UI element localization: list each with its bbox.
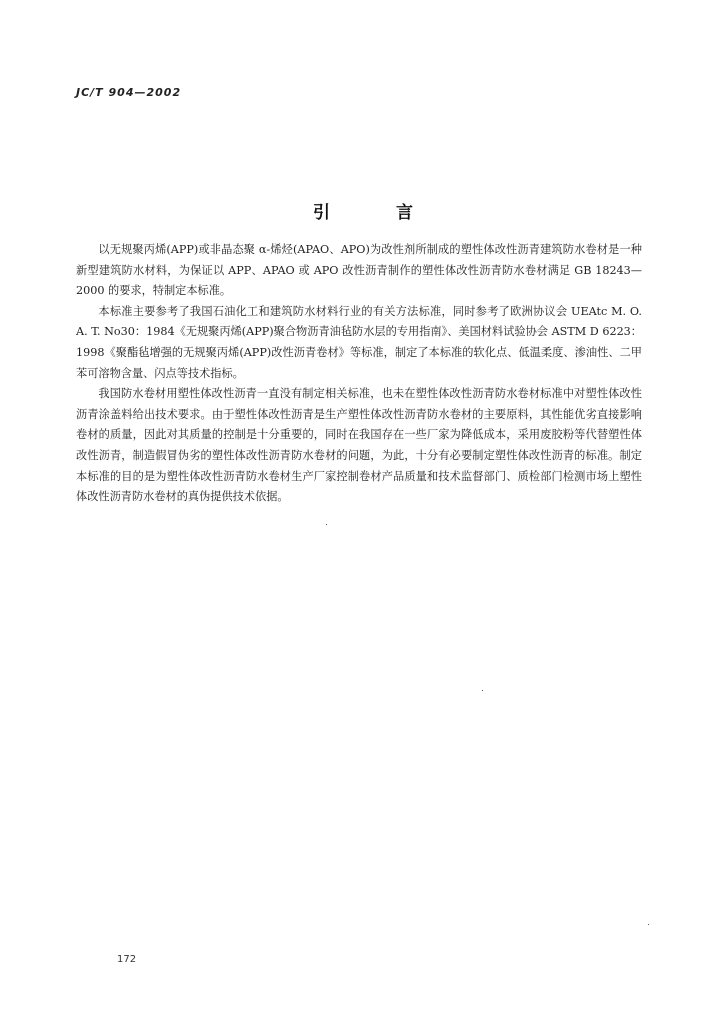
page-title: 引 言 <box>313 203 443 223</box>
paragraph-3: 我国防水卷材用塑性体改性沥青一直没有制定相关标准，也未在塑性体改性沥青防水卷材标准中对塑性体改性沥青涂盖料给出技术要求。由于塑性体改性沥青是生产塑性体改性沥青防水卷材的主要原料，其性能优劣直接影响卷材的质量，因此对其质量的控制是十分重要的，同时在我国存在一些厂家为降低成本，采用废胶粉等代替塑性体改性沥青，制造假冒伪劣的塑性体改性沥青防水卷材的问题，为此，十分有必要制定塑性体改性沥青的标准。制定本标准的目的是为塑性体改性沥青防水卷材生产厂家控制卷材产品质量和技术监督部门、质检部门检测市场上塑性体改性沥青防水卷材的真伪提供技术依据。 <box>76 387 642 504</box>
scan-speck <box>326 524 327 525</box>
introduction-body <box>76 240 642 508</box>
paragraph-1: 以无规聚丙烯(APP)或非晶态聚 α-烯烃(APAO、APO)为改性剂所制成的塑性体改性沥青建筑防水卷材是一种新型建筑防水材料，为保证以 APP、APAO 或 APO 改性沥青制作的塑性体改性沥青防水卷材满足 GB 18243—2000 的要求，特制定本标准。 <box>76 243 642 298</box>
standard-code: JC/T 904—2002 <box>76 86 182 99</box>
paragraph-2: 本标准主要参考了我国石油化工和建筑防水材料行业的有关方法标准，同时参考了欧洲协议会 UEAtc M. O. A. T. No30：1984《无规聚丙烯(APP)聚合物沥青油毡防水层的专用指南》、美国材料试验协会 ASTM D 6223：1998《聚酯毡增强的无规聚丙烯(APP)改性沥青卷材》等标准，制定了本标准的软化点、低温柔度、渗油性、二甲苯可溶物含量、闪点等技术指标。 <box>76 304 642 380</box>
scan-speck <box>648 924 649 925</box>
page-number: 172 <box>117 954 137 965</box>
scan-speck <box>482 690 483 691</box>
